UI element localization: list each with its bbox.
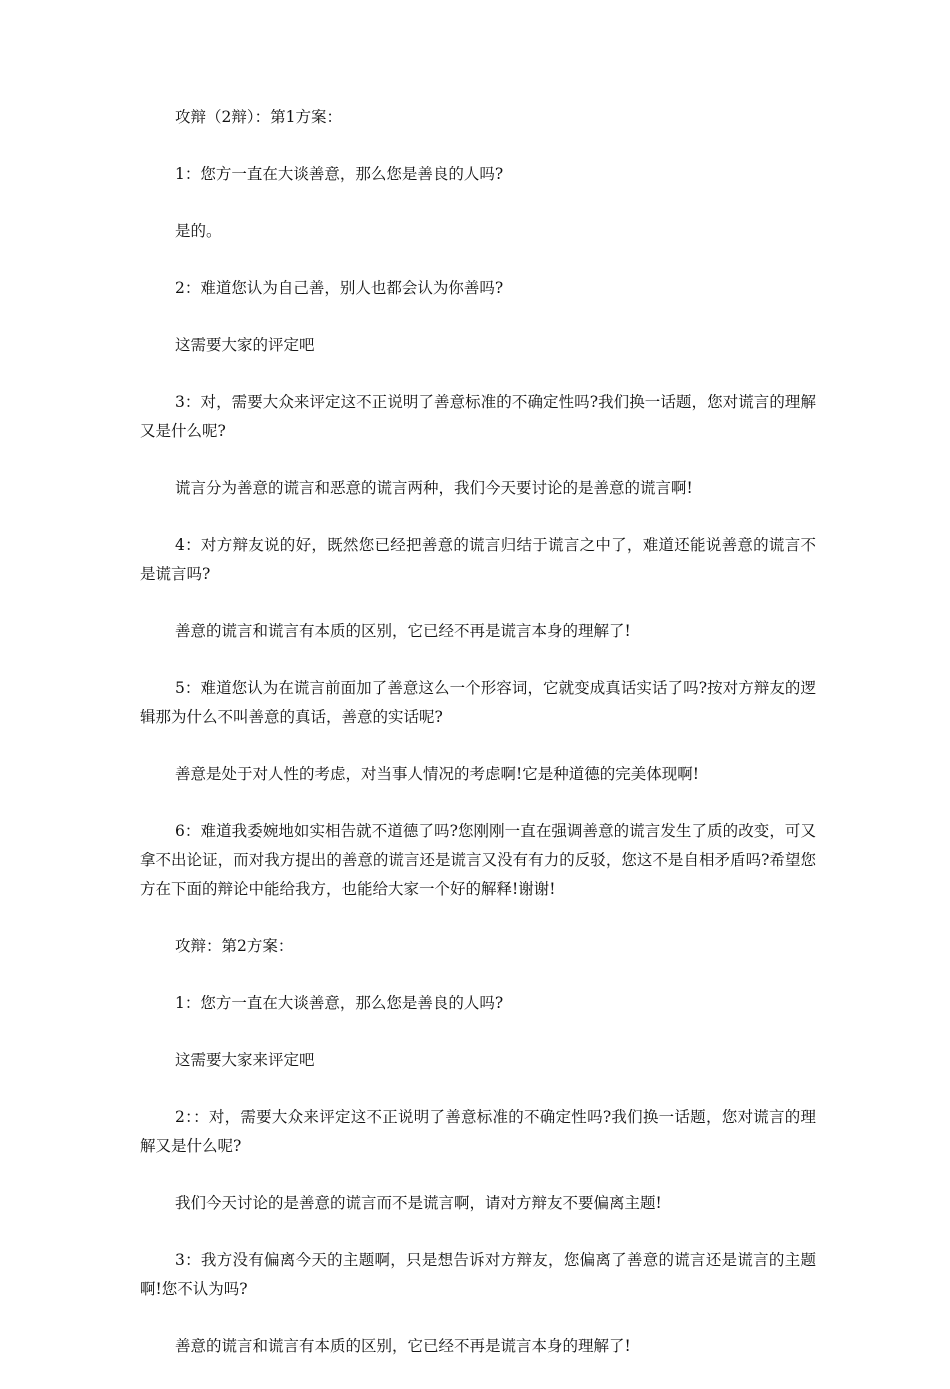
plan2-answer-1: 这需要大家来评定吧 — [175, 1051, 315, 1069]
answer-4: 善意的谎言和谎言有本质的区别，它已经不再是谎言本身的理解了! — [175, 622, 631, 640]
plan2-question-3: 3：我方没有偏离今天的主题啊，只是想告诉对方辩友，您偏离了善意的谎言还是谎言的主题啊!您不认为吗? — [140, 1251, 816, 1298]
heading-plan-1: 攻辩（2辩）：第1方案： — [175, 108, 342, 126]
plan2-question-2: 2：：对，需要大众来评定这不正说明了善意标准的不确定性吗?我们换一话题，您对谎言的理解又是什么呢? — [140, 1108, 816, 1155]
answer-2: 这需要大家的评定吧 — [175, 336, 315, 354]
answer-3: 谎言分为善意的谎言和恶意的谎言两种，我们今天要讨论的是善意的谎言啊! — [175, 479, 693, 497]
question-6: 6：难道我委婉地如实相告就不道德了吗?您刚刚一直在强调善意的谎言发生了质的改变，可又拿不出论证，而对我方提出的善意的谎言还是谎言又没有有力的反驳，您这不是自相矛盾吗?希望您方在下面的辩论中能给我方，也能给大家一个好的解释!谢谢! — [140, 822, 816, 898]
answer-5: 善意是处于对人性的考虑，对当事人情况的考虑啊!它是种道德的完美体现啊! — [175, 765, 699, 783]
plan2-answer-3: 善意的谎言和谎言有本质的区别，它已经不再是谎言本身的理解了! — [175, 1337, 631, 1355]
question-3: 3：对，需要大众来评定这不正说明了善意标准的不确定性吗?我们换一话题，您对谎言的理解又是什么呢? — [140, 393, 816, 440]
plan2-question-1: 1：您方一直在大谈善意，那么您是善良的人吗? — [175, 994, 504, 1012]
question-2: 2：难道您认为自己善，别人也都会认为你善吗? — [175, 279, 504, 297]
heading-plan-2: 攻辩：第2方案： — [175, 937, 294, 955]
plan2-answer-2: 我们今天讨论的是善意的谎言而不是谎言啊，请对方辩友不要偏离主题! — [175, 1194, 662, 1212]
question-1: 1：您方一直在大谈善意，那么您是善良的人吗? — [175, 165, 504, 183]
document-body — [140, 103, 816, 1389]
question-5: 5：难道您认为在谎言前面加了善意这么一个形容词，它就变成真话实话了吗?按对方辩友的逻辑那为什么不叫善意的真话，善意的实话呢? — [140, 679, 816, 726]
answer-1: 是的。 — [175, 222, 222, 240]
question-4: 4：对方辩友说的好，既然您已经把善意的谎言归结于谎言之中了，难道还能说善意的谎言不是谎言吗? — [140, 536, 816, 583]
